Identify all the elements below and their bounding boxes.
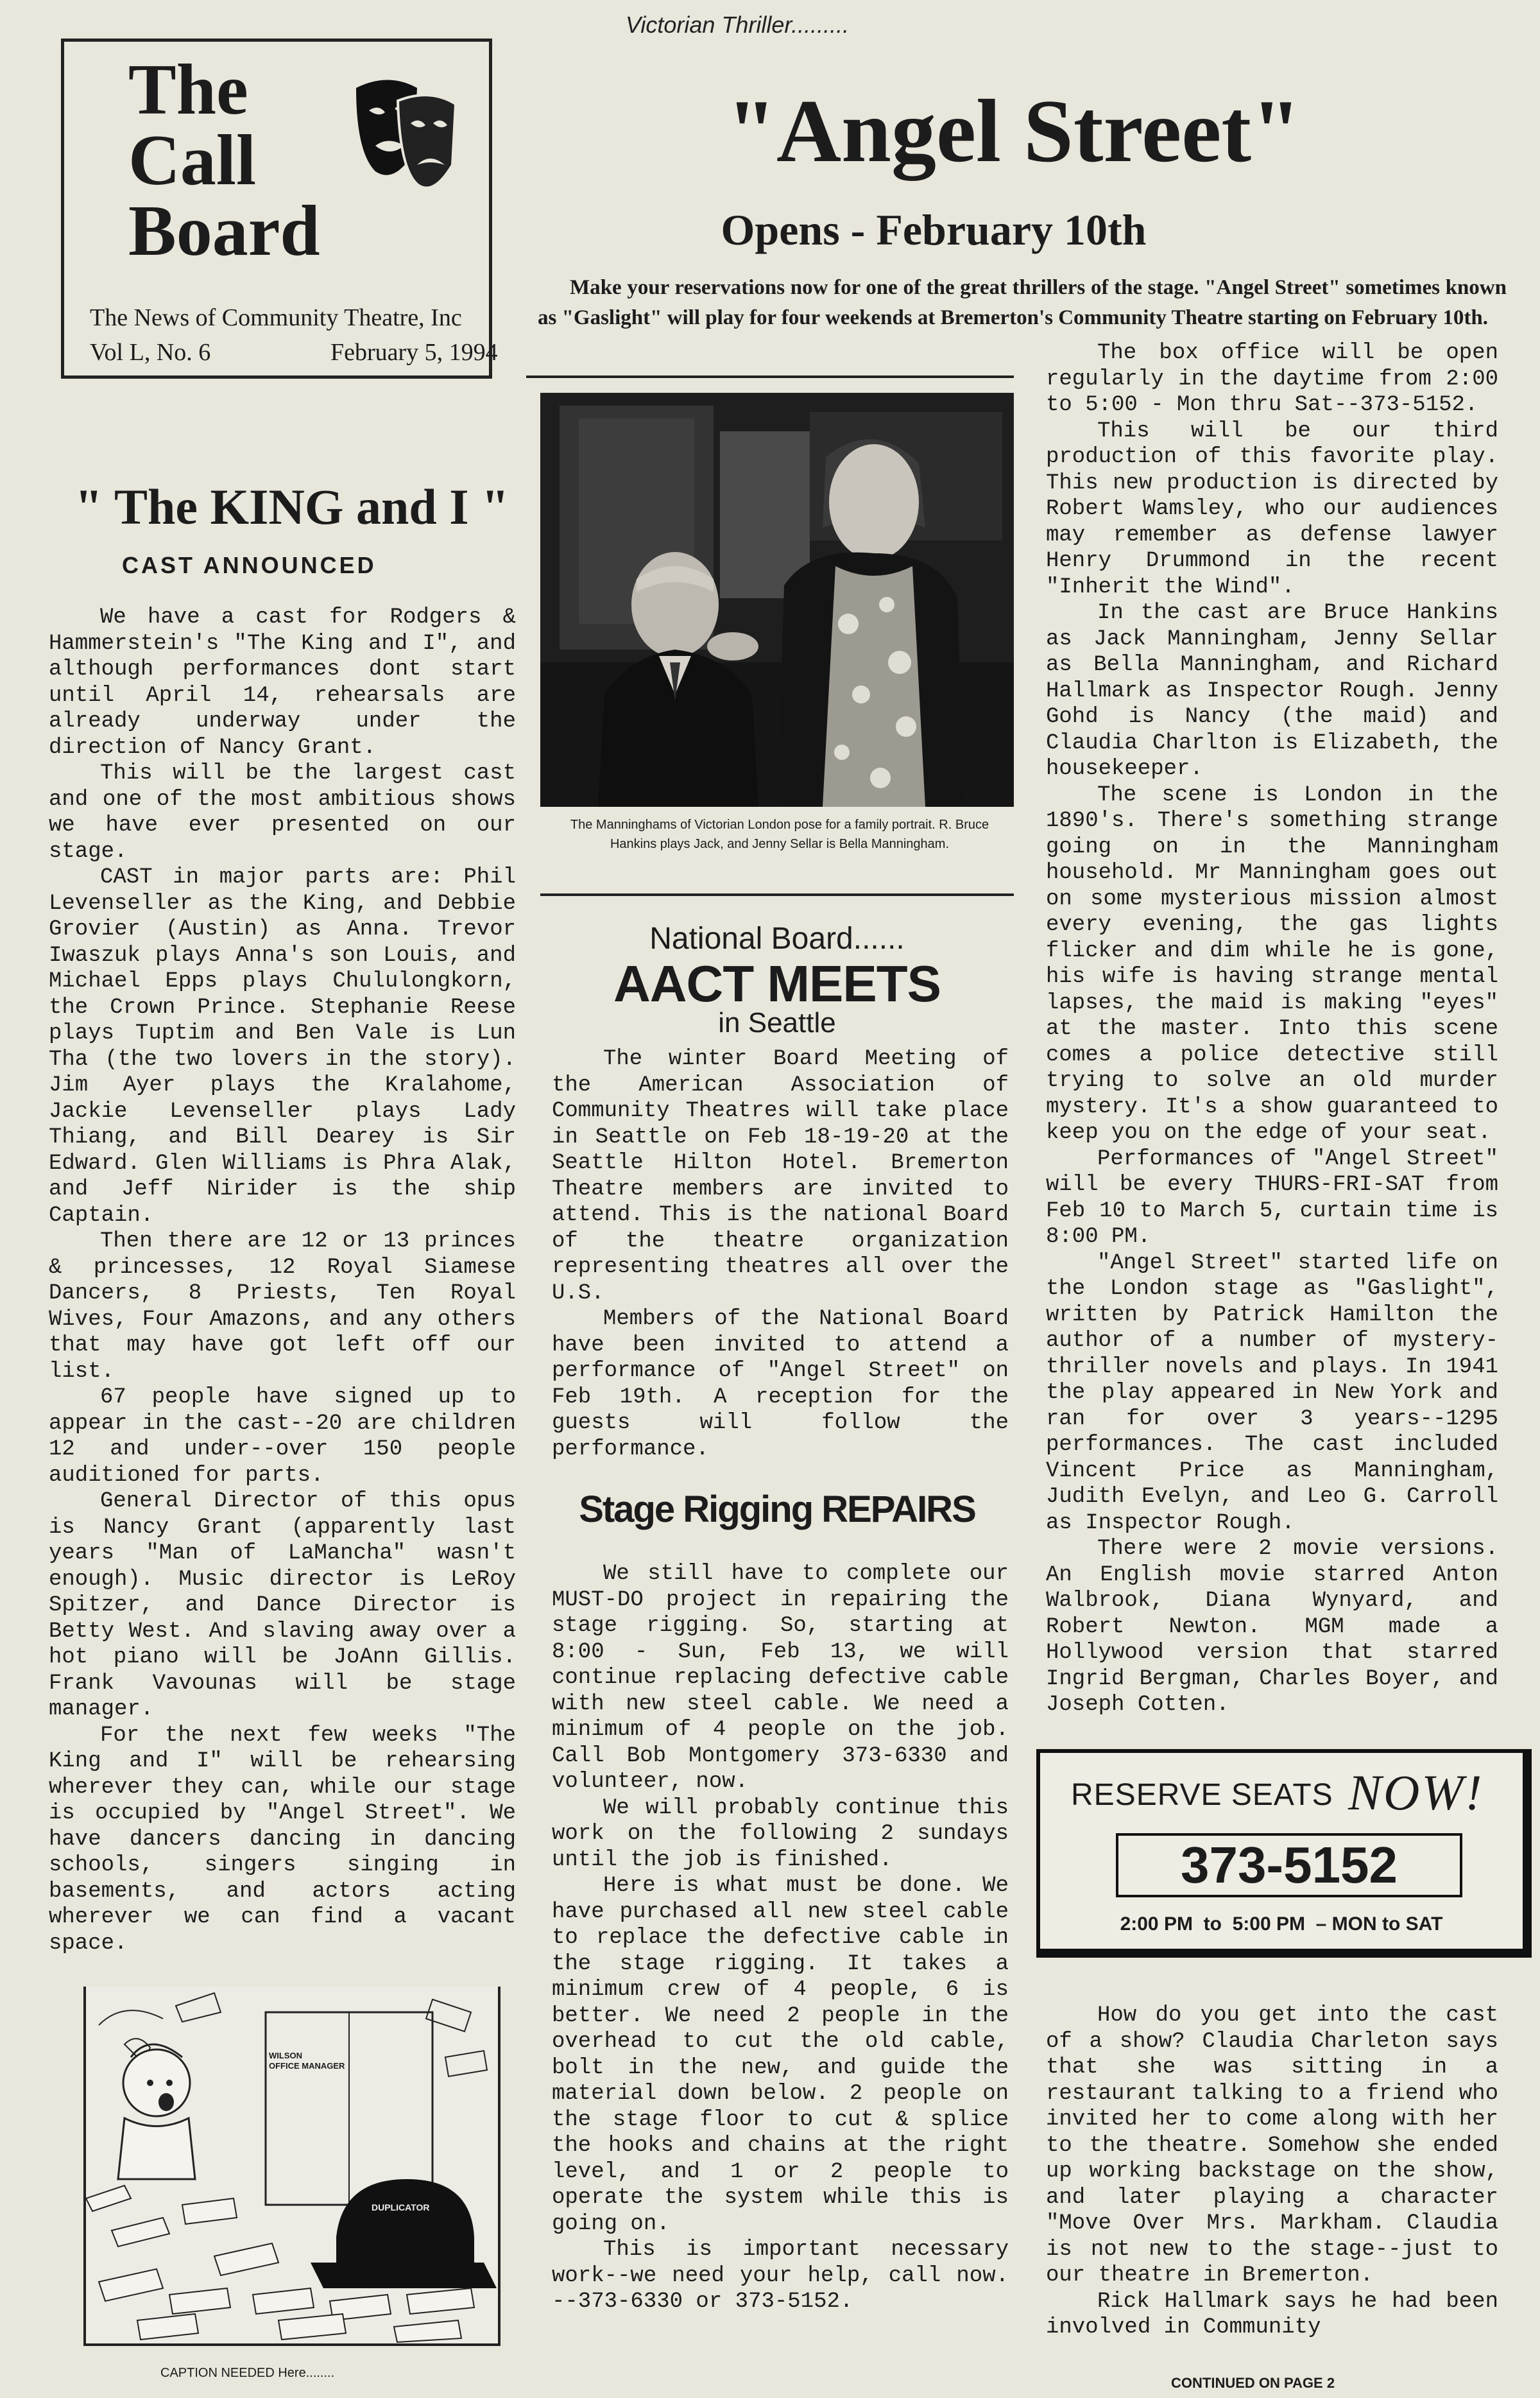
- aact-subhead: in Seattle: [718, 1007, 836, 1039]
- paragraph: The winter Board Meeting of the American Association of Community Theatres will take place in Seattle on Feb 18-19-20 at the Seattle Hilton Hotel. Bremerton Theatre members are invited to attend. This is the national Board of the theatre organization representing theatres all over the U.S.: [552, 1047, 1009, 1306]
- cartoon-caption: CAPTION NEEDED Here........: [160, 2366, 335, 2380]
- paragraph: Here is what must be done. We have purchased all new steel cable to replace the defective cable in the stage rigging. It takes a minimum crew of 4 people, 6 is better. We need 2 people in the overhead to cut the old cable, bolt in the new, and guide the material down below. 2 people on the stage floor to cut & splice the hooks and chains at the right level, and 1 or 2 people to operate the system while this is going on.: [552, 1874, 1009, 2236]
- rigging-body: [552, 1561, 1009, 2315]
- paragraph: This is important necessary work--we need your help, call now. --373-6330 or 373-5152.: [552, 2238, 1009, 2314]
- section-kicker: Victorian Thriller.........: [626, 12, 850, 38]
- paragraph: We will probably continue this work on the following 2 sundays until the job is finished.: [552, 1795, 1009, 1872]
- masthead-name-line: Board: [128, 191, 320, 271]
- cartoon-sign: WILSON OFFICE MANAGER: [269, 2051, 345, 2071]
- paragraph: This will be our third production of this favorite play. This new production is directed by Robert Wamsley, who our audiences may remember as defense lawyer Henry Drummond in the recent "Inherit the Wind".: [1046, 418, 1498, 600]
- angel-street-headline: "Angel Street": [726, 82, 1301, 181]
- reserve-seats-box: [1036, 1749, 1532, 1958]
- paragraph: Performances of "Angel Street" will be every THURS-FRI-SAT from Feb 10 to March 5, curtain time is 8:00 PM.: [1046, 1146, 1498, 1249]
- cartoon-drawing: [86, 1987, 498, 2343]
- paragraph: Members of the National Board have been invited to attend a performance of "Angel Street" on Feb 19th. A reception for the guests will follow the performance.: [552, 1307, 1009, 1462]
- paragraph: "Angel Street" started life on the London stage as "Gaslight", written by Patrick Hamilton the author of a number of mystery-thriller novels and plays. In 1941 the play appeared in New York and ran for over 3 years--1295 performances. The cast included Vincent Price as Manningham, Judith Evelyn, and Leo G. Carroll as Inspector Rough.: [1046, 1250, 1498, 1535]
- masthead-tagline: The News of Community Theatre, Inc: [90, 304, 462, 331]
- theatre-masks-logo: [350, 75, 459, 197]
- masthead-date: February 5, 1994: [330, 339, 498, 366]
- aact-body: [552, 1046, 1009, 1462]
- paragraph: We still have to complete our MUST-DO project in repairing the stage rigging. So, starting at 8:00 - Sun, Feb 13, we will continue replacing defective cable with new steel cable. We need a minimum of 4 people on the job. Call Bob Montgomery 373-6330 and volunteer, now.: [552, 1562, 1009, 1794]
- paragraph: This will be the largest cast and one of the most ambitious shows we have ever presented on our stage.: [49, 761, 516, 864]
- cartoon-machine-label: DUPLICATOR: [372, 2202, 430, 2213]
- reserve-now: NOW!: [1348, 1764, 1484, 1820]
- paragraph: In the cast are Bruce Hankins as Jack Manningham, Jenny Sellar as Bella Manningham, and Richard Hallmark as Inspector Rough. Jenny Gohd is Nancy (the maid) and Claudia Charlton is Elizabeth, the housekeeper.: [1046, 601, 1498, 781]
- paragraph: The scene is London in the 1890's. There's something strange going on in the Manningham household. Mr Manningham goes out on some mysterious mission almost every evening, the gas lights flicker and dim while he is gone, his wife is having strange mental lapses, the maid is making "eyes" at the master. Into this scene comes a police detective still trying to solve an old murder mystery. It's a show guaranteed to keep you on the edge of your seat.: [1046, 782, 1498, 1145]
- cartoon: [83, 1987, 501, 2346]
- paragraph: Rick Hallmark says he had been involved in Community: [1046, 2289, 1498, 2340]
- paragraph: CAST in major parts are: Phil Levenseller as the King, and Debbie Grovier (Austin) as Anna. Trevor Iwaszuk plays Anna's son Louis, and Michael Epps plays Chululongkorn, the Crown Prince. Stephanie Reese plays Tuptim and Ben Vale is Lun Tha (the two lovers in the story). Jim Ayer plays the Kralahome, Jackie Levenseller plays Lady Thiang, and Bill Dearey is Sir Edward. Glen Williams is Phra Alak, and Jeff Nirider is the ship Captain.: [49, 865, 516, 1228]
- photo-caption: The Manninghams of Victorian London pose for a family portrait. R. Bruce Hankins plays Jack, and Jenny Sellar is Bella Manningham.: [570, 818, 989, 851]
- king-and-i-body: [49, 605, 516, 1956]
- cast-story-body: [1046, 2003, 1498, 2341]
- masthead-volume: Vol L, No. 6: [90, 339, 211, 366]
- paragraph: For the next few weeks "The King and I" will be rehearsing wherever they can, while our stage is occupied by "Angel Street". We have dancers dancing in dancing schools, singers singing in basements, and actors acting wherever we can find a vacant space.: [49, 1723, 516, 1956]
- angel-street-subhead: Opens - February 10th: [721, 205, 1147, 254]
- paragraph: General Director of this opus is Nancy Grant (apparently last years "Man of LaMancha" wasn't enough). Music director is LeRoy Spitzer, and Dance Director is Betty West. And slaving away over a hot piano will be JoAnn Gillis. Frank Vavounas will be stage manager.: [49, 1489, 516, 1721]
- divider: [540, 893, 1014, 896]
- aact-kicker: National Board......: [649, 922, 905, 956]
- paragraph: Then there are 12 or 13 princes & princesses, 12 Royal Siamese Dancers, 8 Priests, Ten Royal Wives, Four Amazons, and any others that may have got left off our list.: [49, 1229, 516, 1384]
- king-and-i-subhead: CAST ANNOUNCED: [122, 552, 377, 578]
- paragraph: The box office will be open regularly in the daytime from 2:00 to 5:00 - Mon thru Sat--373-5152.: [1046, 341, 1498, 417]
- reserve-hours: 2:00 PM to 5:00 PM – MON to SAT: [1120, 1913, 1443, 1935]
- angel-street-intro: Make your reservations now for one of the great thrillers of the stage. "Angel Street" sometimes known as "Gaslight" will play for four weekends at Bremerton's Community Theatre starting on February 10th.: [538, 276, 1507, 329]
- paragraph: 67 people have signed up to appear in the cast--20 are children 12 and under--over 150 people auditioned for parts.: [49, 1385, 516, 1488]
- angel-street-body: [1046, 340, 1498, 1718]
- paragraph: How do you get into the cast of a show? Claudia Charleton says that she was sitting in a restaurant talking to a friend who invited her to come along with her to the theatre. Somehow she ended up working backstage on the show, and later playing a character "Move Over Mrs. Markham. Claudia is not new to the stage--just to our theatre in Bremerton.: [1046, 2003, 1498, 2288]
- rigging-headline: Stage Rigging REPAIRS: [579, 1488, 975, 1530]
- paragraph: There were 2 movie versions. An English movie starred Anton Walbrook, Diana Wynyard, and Robert Newton. MGM made a Hollywood version that starred Ingrid Bergman, Charles Boyer, and Joseph Cotten.: [1046, 1537, 1498, 1717]
- masthead-name-line: Call: [128, 121, 257, 200]
- masthead-name: [128, 50, 320, 271]
- masthead-name-line: The: [128, 50, 248, 130]
- divider: [526, 375, 1014, 378]
- reserve-seats-label: RESERVE SEATS: [1071, 1778, 1333, 1812]
- paragraph: We have a cast for Rodgers & Hammerstein's "The King and I", and although performances dont start until April 14, rehearsals are already underway under the direction of Nancy Grant.: [49, 605, 516, 760]
- cast-photo: [540, 393, 1014, 807]
- aact-headline: AACT MEETS: [613, 955, 941, 1012]
- continued-notice: CONTINUED ON PAGE 2: [1171, 2375, 1335, 2391]
- reserve-phone: 373-5152: [1116, 1833, 1462, 1897]
- masthead: [61, 39, 498, 379]
- king-and-i-headline: " The KING and I ": [74, 479, 509, 535]
